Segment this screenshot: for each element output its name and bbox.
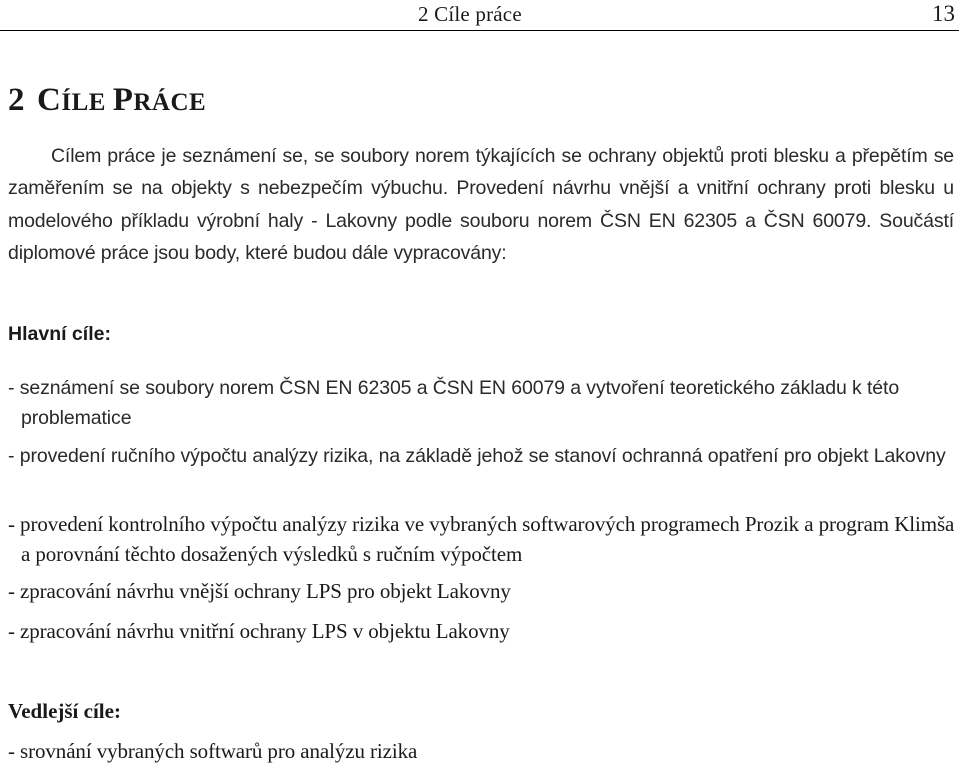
main-goal-item: - zpracování návrhu vnější ochrany LPS pro objekt Lakovny <box>8 579 511 603</box>
main-goal-item: - provedení kontrolního výpočtu analýzy rizika ve vybraných softwarových programech Prozik a program Klimša a porovnání těchto dosažených výsledků s ručním výpočtem <box>8 512 955 566</box>
intro-paragraph: Cílem práce je seznámení se, se soubory norem týkajících se ochrany objektů proti blesku a přepětím se zaměřením se na objekty s nebezpečím výbuchu. Provedení návrhu vnější a vnitřní ochrany proti blesku u modelového příkladu výrobní haly - Lakovny podle souboru norem ČSN EN 62305 a ČSN 60079. Součástí diplomové práce jsou body, které budou dále vypracovány: <box>8 145 954 264</box>
main-goal-item: - provedení ručního výpočtu analýzy rizika, na základě jehož se stanoví ochranná opatření pro objekt Lakovny <box>8 445 946 467</box>
page-number: 13 <box>932 1 955 26</box>
heading-initial-p: P <box>112 82 134 118</box>
chapter-number: 2 <box>8 82 25 118</box>
running-header <box>0 0 959 31</box>
heading-rest-1: ÍLE <box>61 89 113 116</box>
heading-initial-c: C <box>37 82 62 118</box>
main-goal-item: - zpracování návrhu vnitřní ochrany LPS v objektu Lakovny <box>8 619 510 643</box>
main-goal-item: - seznámení se soubory norem ČSN EN 62305 a ČSN EN 60079 a vytvoření teoretického základu k této problematice <box>8 377 900 429</box>
header-chapter-title: 2 Cíle práce <box>418 2 522 26</box>
heading-rest-2: RÁCE <box>133 89 207 116</box>
chapter-heading <box>8 82 206 119</box>
side-goals-label: Vedlejší cíle: <box>8 699 121 723</box>
main-goals-label: Hlavní cíle: <box>8 323 111 345</box>
side-goal-item: - srovnání vybraných softwarů pro analýzu rizika <box>8 739 418 763</box>
